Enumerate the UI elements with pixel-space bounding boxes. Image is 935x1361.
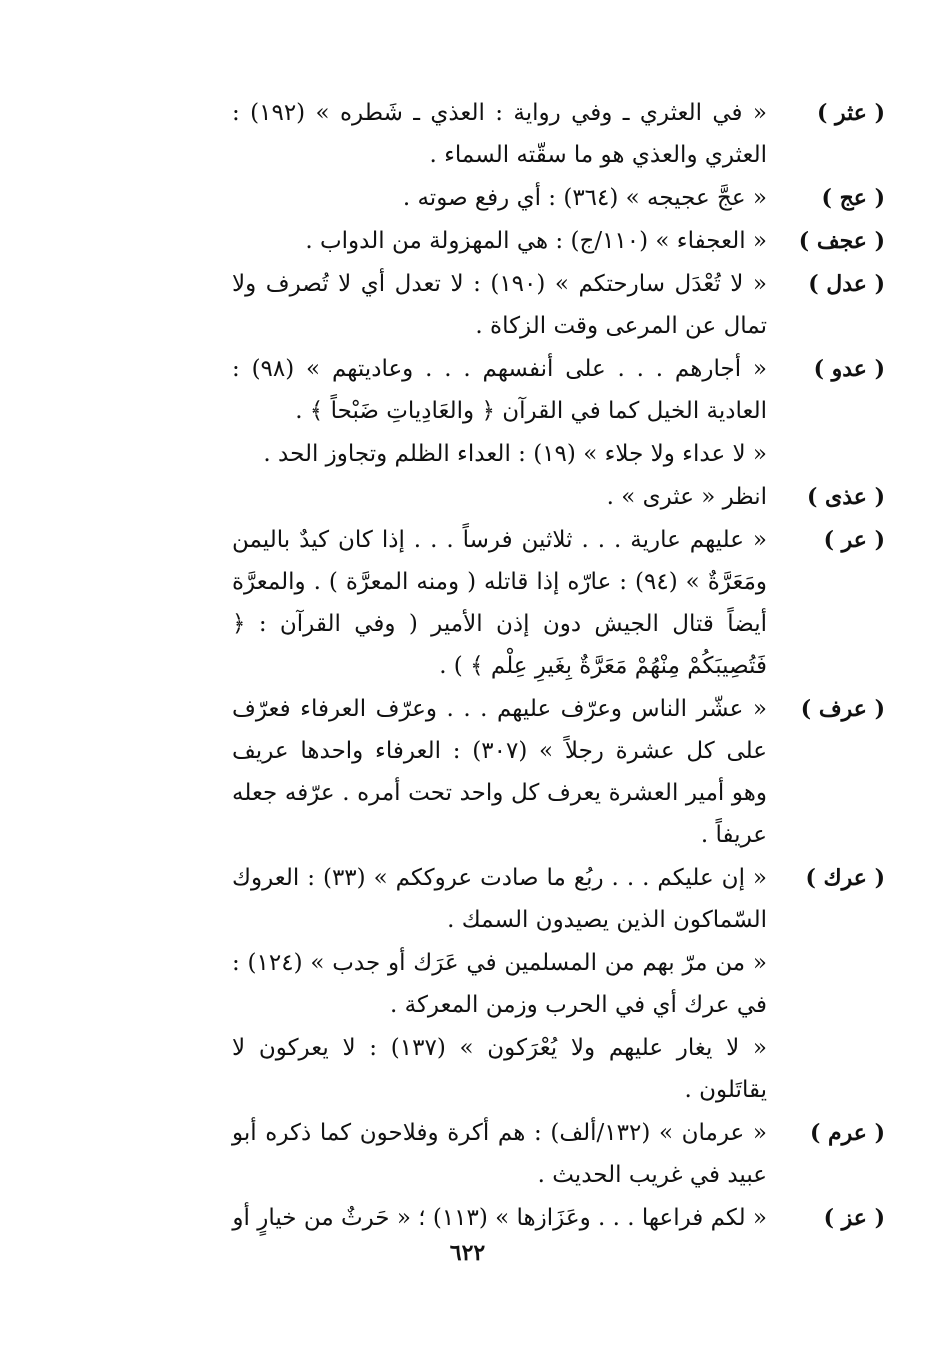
entry-arf bbox=[232, 688, 885, 856]
entry-ajaf bbox=[232, 220, 885, 262]
entry-text: « لكم فراعها . . . وعَزَازها » (١١٣) ؛ « حَرثٌ من خيارٍ أو bbox=[232, 1205, 767, 1231]
entry-text: « لا يغار عليهم ولا يُعْرَكون » (١٣٧) : لا يعركون لا يقاتَلون . bbox=[232, 1035, 767, 1103]
entry-ajj bbox=[232, 177, 885, 219]
entry-text: « في العثري ـ وفي رواية : العذي ـ شَطره » (١٩٢) : العثري والعذي هو ما سقّته السماء . bbox=[232, 100, 767, 168]
entry-adw bbox=[232, 348, 885, 432]
entries-list bbox=[232, 92, 885, 1240]
headword: ( عرك ) bbox=[805, 865, 885, 891]
headword: ( عدو ) bbox=[813, 356, 885, 382]
headword: ( عز ) bbox=[823, 1205, 885, 1231]
entry-adl bbox=[232, 263, 885, 347]
entry-text: « من مرّ بهم من المسلمين في عَرَك أو جدب » (١٢٤) : في عرك أي في الحرب وزمن المعركة . bbox=[232, 950, 767, 1018]
headword: ( عثر ) bbox=[816, 100, 885, 126]
entry-text: « عجَّ عجيجه » (٣٦٤) : أي رفع صوته . bbox=[402, 185, 767, 211]
entry-ark-continued bbox=[232, 942, 767, 1026]
headword: ( عجف ) bbox=[798, 228, 885, 254]
entry-text: « لا تُعْدَل سارحتكم » (١٩٠) : لا تعدل أي لا تُصرف ولا تمال عن المرعى وقت الزكاة . bbox=[232, 271, 767, 339]
entry-text: انظر « عثرى » . bbox=[606, 484, 767, 510]
entry-text: « أجارهم . . . على أنفسهم . . . وعاديتهم » (٩٨) : العادية الخيل كما في القرآن ﴿ والعَادِياتِ ضَبْحاً ﴾ . bbox=[232, 356, 767, 424]
headword: ( عذى ) bbox=[806, 484, 885, 510]
entry-text: « عليهم عارية . . . ثلاثين فرساً . . . إذا كان كيدٌ باليمن ومَعَرَّةٌ » (٩٤) : عارّه إذا قاتله ( ومنه المعرَّة ) . والمعرَّة أيضاً قتال الجيش دون إذن الأمير ( وفي القرآن : ﴿ فَتُصِيبَكُمْ مِنْهُمْ مَعَرَّةٌ بِغَيرِ عِلْم ﴾ ) . bbox=[232, 527, 768, 679]
entry-ark bbox=[232, 857, 885, 941]
headword: ( عج ) bbox=[821, 185, 885, 211]
entry-ark-continued-2 bbox=[232, 1027, 767, 1111]
entry-text: « العجفاء » (١١٠/ج) : هي المهزولة من الدواب . bbox=[305, 228, 767, 254]
entry-text: « لا عداء ولا جلاء » (١٩) : العداء الظلم وتجاوز الحد . bbox=[263, 441, 767, 467]
entry-arr bbox=[232, 519, 885, 687]
headword: ( عرف ) bbox=[800, 696, 885, 722]
page-number: ٦٢٢ bbox=[449, 1240, 486, 1266]
entry-text: « إن عليكم . . . ربُع ما صادت عروككم » (٣٣) : العروك السّماكون الذين يصيدون السمك . bbox=[232, 865, 768, 933]
entry-ashr bbox=[232, 92, 885, 176]
headword: ( عدل ) bbox=[808, 271, 885, 297]
headword: ( عر ) bbox=[823, 527, 885, 553]
entry-text: « عرمان » (١٣٢/ألف) : هم أكرة وفلاحون كما ذكره أبو عبيد في غريب الحديث . bbox=[232, 1120, 767, 1188]
entry-text: « عشّر الناس وعرّف عليهم . . . وعرّف العرفاء فعرّف على كل عشرة رجلاً » (٣٠٧) : العرفاء واحدها عريف وهو أمير العشرة يعرف كل واحد تحت أمره . عرّفه جعله عريفاً . bbox=[232, 696, 767, 848]
entry-azz bbox=[232, 1197, 885, 1239]
entry-arm bbox=[232, 1112, 885, 1196]
headword: ( عرم ) bbox=[809, 1120, 885, 1146]
entry-adw-continued bbox=[232, 433, 767, 475]
entry-adhy bbox=[232, 476, 885, 518]
